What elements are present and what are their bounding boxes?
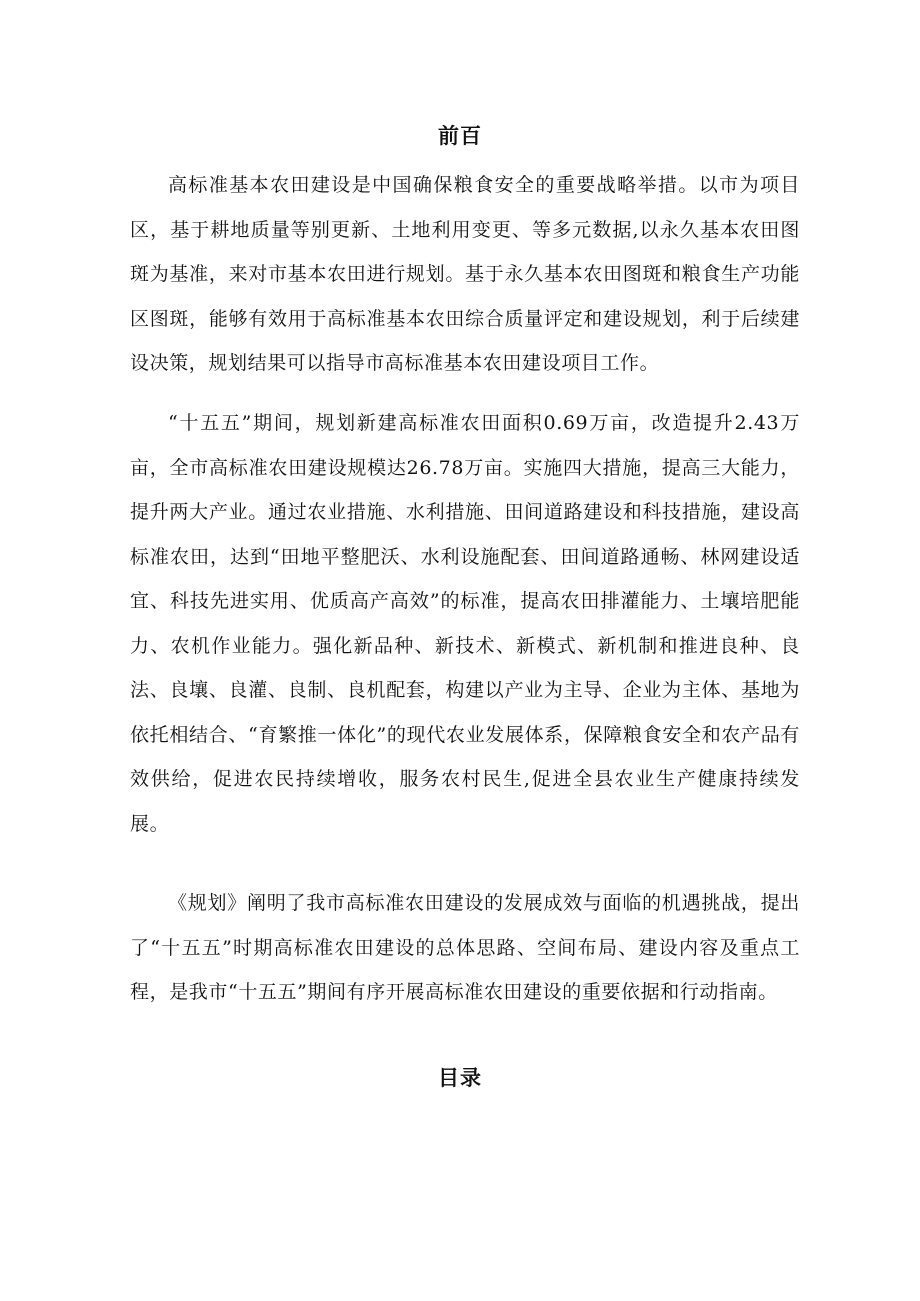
paragraph-plan-purpose: 《规划》阐明了我市高标准农田建设的发展成效与面临的机遇挑战，提出了“十五五”时期高标准农田建设的总体思路、空间布局、建设内容及重点工程，是我市“十五五”期间有序开展高标准农田建设的重要依据和行动指南。 bbox=[130, 892, 800, 1003]
paragraph-introduction: 高标准基本农田建设是中国确保粮食安全的重要战略举措。以市为项目区，基于耕地质量等别更新、土地利用变更、等多元数据,以永久基本农田图斑为基准，来对市基本农田进行规划。基于永久基本农田图斑和粮食生产功能区图斑，能够有效用于高标准基本农田综合质量评定和建设规划，利于后续建设决策，规划结果可以指导市高标准基本农田建设项目工作。 bbox=[130, 174, 800, 374]
preface-heading: 前百 bbox=[438, 123, 482, 148]
paragraph-plan-targets: “十五五”期间，规划新建高标准农田面积0.69万亩，改造提升2.43万亩，全市高标准农田建设规模达26.78万亩。实施四大措施，提高三大能力，提升两大产业。通过农业措施、水利措施、田间道路建设和科技措施，建设高标准农田，达到“田地平整肥沃、水利设施配套、田间道路通畅、林网建设适宜、科技先进实用、优质高产高效”的标准，提高农田排灌能力、土壤培肥能力、农机作业能力。强化新品种、新技术、新模式、新机制和推进良种、良法、良壤、良灌、良制、良机配套，构建以产业为主导、企业为主体、基地为依托相结合、“育繁推一体化”的现代农业发展体系，保障粮食安全和农产品有效供给，促进农民持续增收，服务农村民生,促进全县农业生产健康持续发展。 bbox=[130, 412, 800, 835]
toc-heading: 目录 bbox=[438, 1065, 482, 1090]
